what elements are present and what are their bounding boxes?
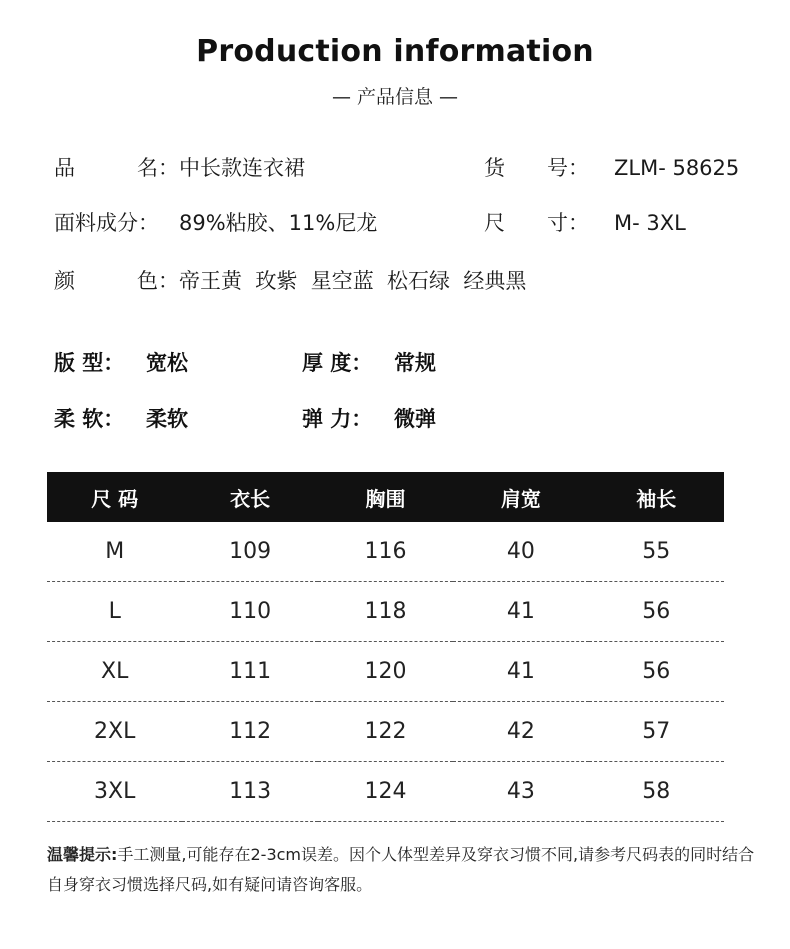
size-table <box>47 472 724 822</box>
table-cell: M <box>47 522 182 582</box>
size-range-value: M- 3XL <box>614 211 686 235</box>
fit-spec <box>54 347 188 377</box>
softness-spec <box>54 403 188 433</box>
thickness-spec <box>302 347 436 377</box>
softness-value: 柔软 <box>146 407 188 431</box>
table-cell: XL <box>47 642 182 702</box>
size-range-row <box>484 207 686 237</box>
table-cell: 112 <box>182 702 317 762</box>
size-note <box>47 840 757 900</box>
table-cell: 43 <box>453 762 588 822</box>
table-row <box>47 762 724 822</box>
table-cell: 113 <box>182 762 317 822</box>
table-cell: 56 <box>589 642 724 702</box>
table-cell: 56 <box>589 582 724 642</box>
sku-row <box>484 152 739 182</box>
table-cell: 122 <box>318 702 453 762</box>
thickness-value: 常规 <box>394 351 436 375</box>
material-label: 面料成分： <box>54 211 159 235</box>
color-label: 颜 色： <box>54 269 179 293</box>
note-label: 温馨提示: <box>47 845 118 864</box>
table-row <box>47 582 724 642</box>
elasticity-spec <box>302 403 436 433</box>
material-row <box>54 207 377 237</box>
table-cell: 2XL <box>47 702 182 762</box>
table-cell: 110 <box>182 582 317 642</box>
table-cell: 118 <box>318 582 453 642</box>
sku-value: ZLM- 58625 <box>614 156 740 180</box>
page-subtitle: — 产品信息 — <box>331 86 459 108</box>
header-sleeve: 袖长 <box>636 486 677 511</box>
header-size: 尺 码 <box>91 486 139 511</box>
table-cell: 3XL <box>47 762 182 822</box>
table-row <box>47 522 724 582</box>
table-cell: 58 <box>589 762 724 822</box>
material-value: 89%粘胶、11%尼龙 <box>179 211 378 235</box>
elasticity-value: 微弹 <box>394 407 436 431</box>
header-length: 衣长 <box>230 486 271 511</box>
color-row <box>54 265 526 295</box>
table-cell: 116 <box>318 522 453 582</box>
product-name-label: 品 名： <box>54 156 179 180</box>
table-cell: 57 <box>589 702 724 762</box>
table-cell: 109 <box>182 522 317 582</box>
product-name-value: 中长款连衣裙 <box>179 156 305 180</box>
thickness-label: 厚 度： <box>302 351 373 375</box>
table-cell: 40 <box>453 522 588 582</box>
table-cell: 111 <box>182 642 317 702</box>
table-cell: 41 <box>453 642 588 702</box>
softness-label: 柔 软： <box>54 407 125 431</box>
product-name-row <box>54 152 305 182</box>
table-cell: 42 <box>453 702 588 762</box>
header-shoulder: 肩宽 <box>500 486 541 511</box>
table-cell: L <box>47 582 182 642</box>
fit-value: 宽松 <box>146 351 188 375</box>
table-cell: 124 <box>318 762 453 822</box>
table-cell: 55 <box>589 522 724 582</box>
table-cell: 120 <box>318 642 453 702</box>
table-cell: 41 <box>453 582 588 642</box>
note-text: 手工测量,可能存在2-3cm误差。因个人体型差异及穿衣习惯不同,请参考尺码表的同时结合自身穿衣习惯选择尺码,如有疑问请咨询客服。 <box>47 845 755 894</box>
color-value: 帝王黄 玫紫 星空蓝 松石绿 经典黑 <box>179 269 527 293</box>
elasticity-label: 弹 力： <box>302 407 373 431</box>
fit-label: 版 型： <box>54 351 125 375</box>
page-title: Production information <box>196 34 594 69</box>
table-row <box>47 702 724 762</box>
sku-label: 货 号： <box>484 156 589 180</box>
table-row <box>47 642 724 702</box>
size-range-label: 尺 寸： <box>484 211 589 235</box>
header-bust: 胸围 <box>365 486 406 511</box>
size-table-header <box>47 472 724 522</box>
